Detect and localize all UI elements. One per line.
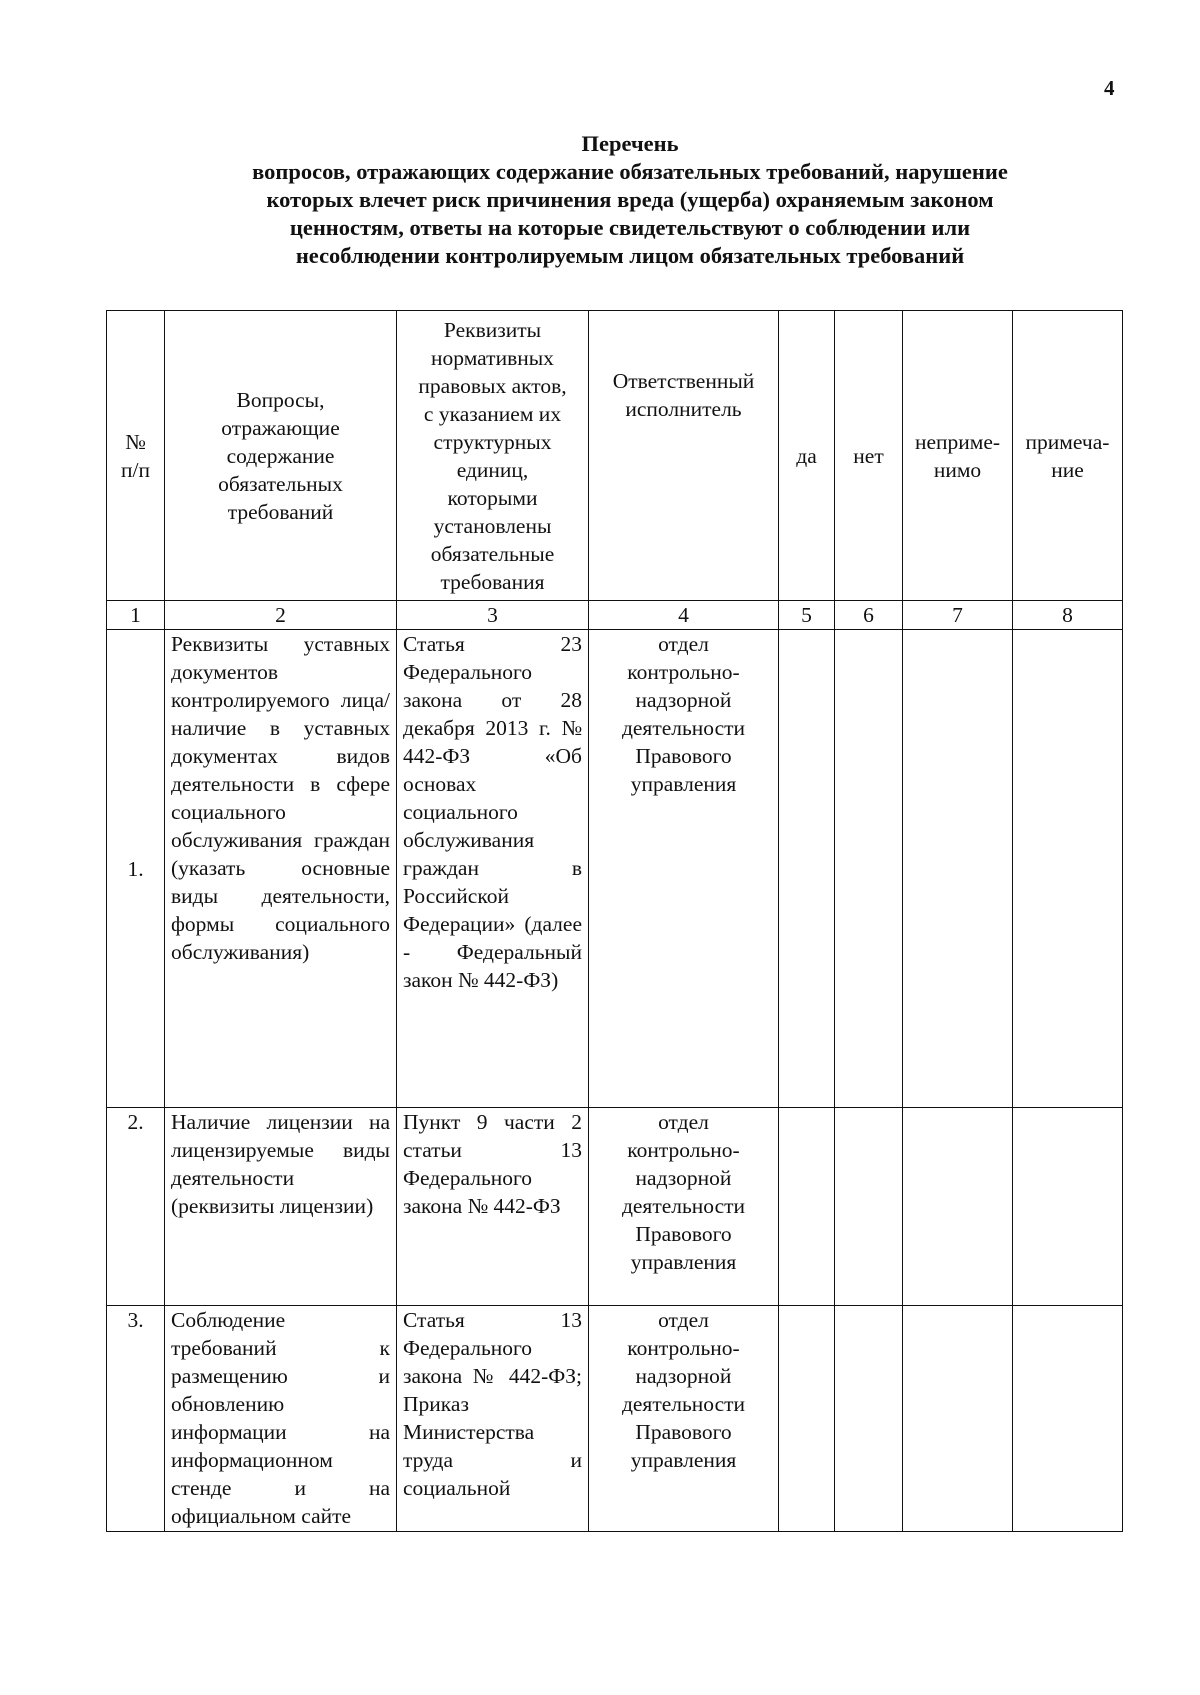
title-line: Перечень — [581, 131, 679, 156]
answer-yes-cell[interactable] — [779, 1108, 835, 1306]
row-question: Наличие лицензии на лицензируемые виды деятельности (реквизиты лицензии) — [165, 1108, 397, 1306]
answer-yes-cell[interactable] — [779, 1306, 835, 1532]
header-not-applicable: неприме- нимо — [903, 311, 1013, 601]
column-number: 4 — [589, 601, 779, 630]
column-number: 6 — [835, 601, 903, 630]
row-responsible: отдел контрольно- надзорной деятельности Правового управления — [589, 1108, 779, 1306]
header-responsible: Ответственный исполнитель — [589, 311, 779, 601]
column-number: 7 — [903, 601, 1013, 630]
column-number: 5 — [779, 601, 835, 630]
checklist-table — [106, 310, 1123, 1532]
page-number: 4 — [1104, 76, 1115, 100]
row-question: Соблюдение требований к размещению и обновлению информации на информационном стенде и на официальном сайте — [165, 1306, 397, 1532]
row-number: 1. — [107, 630, 165, 1108]
column-number: 1 — [107, 601, 165, 630]
answer-no-cell[interactable] — [835, 1108, 903, 1306]
column-number: 8 — [1013, 601, 1123, 630]
answer-no-cell[interactable] — [835, 630, 903, 1108]
title-line: несоблюдении контролируемым лицом обязательных требований — [295, 243, 965, 268]
title-line: вопросов, отражающих содержание обязательных требований, нарушение — [252, 159, 1008, 184]
answer-no-cell[interactable] — [835, 1306, 903, 1532]
table-row — [107, 1108, 1123, 1306]
header-yes: да — [779, 311, 835, 601]
column-number: 2 — [165, 601, 397, 630]
column-number-row — [107, 601, 1123, 630]
title-line: ценностям, ответы на которые свидетельствуют о соблюдении или — [289, 215, 971, 240]
note-cell[interactable] — [1013, 630, 1123, 1108]
row-law-reference: Статья 23 Федерального закона от 28 декабря 2013 г. № 442-ФЗ «Об основах социального обслуживания граждан в Российской Федерации» (далее - Федеральный закон № 442-ФЗ) — [397, 630, 589, 1108]
row-number: 3. — [107, 1306, 165, 1532]
row-law-reference: Пункт 9 части 2 статьи 13 Федерального закона № 442-ФЗ — [397, 1108, 589, 1306]
answer-not-applicable-cell[interactable] — [903, 1108, 1013, 1306]
row-law-reference: Статья 13 Федерального закона № 442-ФЗ; Приказ Министерства труда и социальной — [397, 1306, 589, 1532]
answer-not-applicable-cell[interactable] — [903, 1306, 1013, 1532]
column-number: 3 — [397, 601, 589, 630]
table-row — [107, 630, 1123, 1108]
note-cell[interactable] — [1013, 1108, 1123, 1306]
row-number: 2. — [107, 1108, 165, 1306]
header-row — [107, 311, 1123, 601]
answer-not-applicable-cell[interactable] — [903, 630, 1013, 1108]
header-no: нет — [835, 311, 903, 601]
row-question: Реквизиты уставных документов контролируемого лица/наличие в уставных документах видов деятельности в сфере социального обслуживания граждан (указать основные виды деятельности, формы социального обслуживания) — [165, 630, 397, 1108]
title-line: которых влечет риск причинения вреда (ущерба) охраняемым законом — [266, 187, 994, 212]
row-responsible: отдел контрольно- надзорной деятельности Правового управления — [589, 1306, 779, 1532]
row-responsible: отдел контрольно- надзорной деятельности Правового управления — [589, 630, 779, 1108]
header-note: примеча- ние — [1013, 311, 1123, 601]
answer-yes-cell[interactable] — [779, 630, 835, 1108]
header-number: № п/п — [107, 311, 165, 601]
header-law-references: Реквизиты нормативных правовых актов, с указанием их структурных единиц, которыми установлены обязательные требования — [397, 311, 589, 601]
note-cell[interactable] — [1013, 1306, 1123, 1532]
table-row — [107, 1306, 1123, 1532]
header-questions: Вопросы, отражающие содержание обязательных требований — [165, 311, 397, 601]
document-title — [190, 130, 1070, 270]
